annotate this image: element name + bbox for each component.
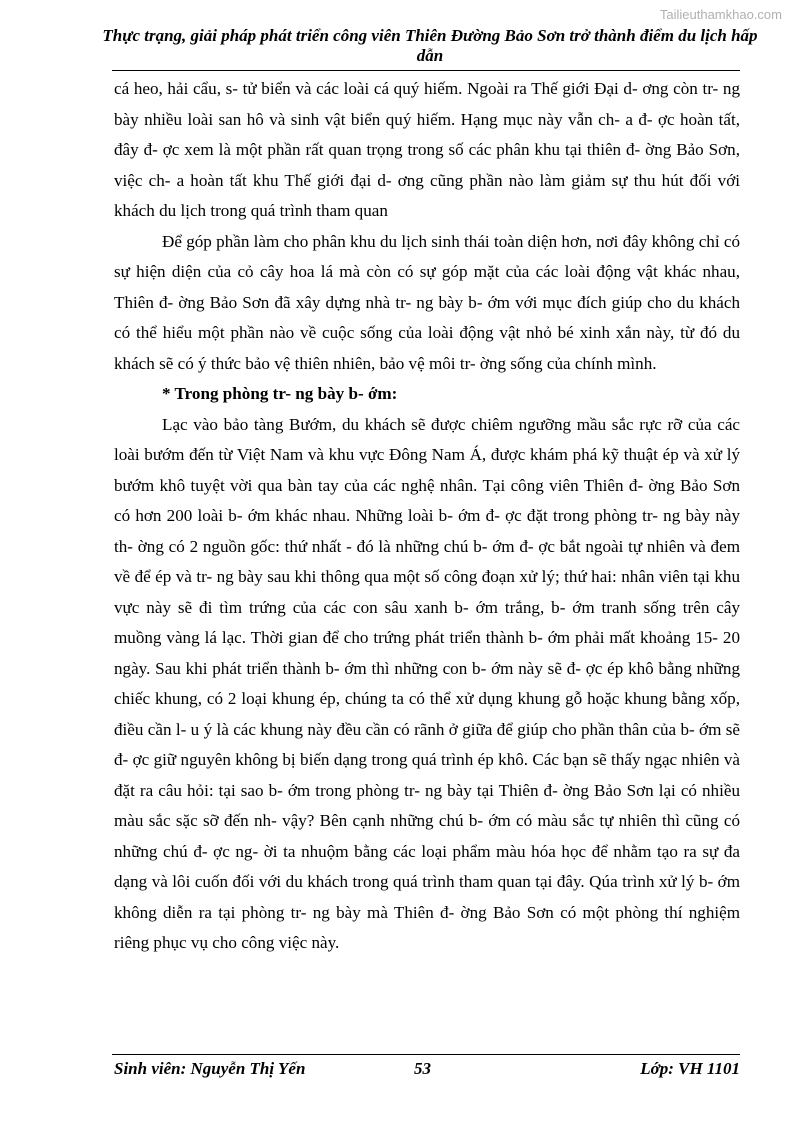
paragraph-2: Để góp phần làm cho phân khu du lịch sinh thái toàn diện hơn, nơi đây không chỉ có sự hiện diện của cỏ cây hoa lá mà còn có sự góp mặt của các loài động vật khác nhau, Thiên đ- ờng Bảo Sơn đã xây dựng nhà tr- ng bày b- ớm với mục đích giúp cho du khách có thể hiểu một phần nào về cuộc sống của loài động vật nhỏ bé xinh xắn này, từ đó du khách sẽ có ý thức bảo vệ thiên nhiên, bảo vệ môi tr- ờng sống của chính mình. [114, 231, 740, 373]
footer-class: Lớp: VH 1101 [640, 1059, 740, 1078]
paragraph-1: cá heo, hải cẩu, s- tử biển và các loài cá quý hiếm. Ngoài ra Thế giới Đại d- ơng còn tr- ng bày nhiều loài san hô và sinh vật biển quý hiếm. Hạng mục này vẫn ch- a đ- ợc hoàn tất, đây đ- ợc xem là một phần rất quan trọng trong số các phân khu tại thiên đ- ờng Bảo Sơn, việc ch- a hoàn tất khu Thế giới đại d- ơng cũng phần nào làm giảm sự thu hút đối với khách du lịch trong quá trình tham quan [114, 79, 740, 220]
footer-divider [112, 1054, 740, 1055]
header-divider [112, 70, 740, 71]
footer-student-name: Sinh viên: Nguyễn Thị Yến [114, 1059, 306, 1078]
section-heading: * Trong phòng tr- ng bày b- ớm: [162, 384, 398, 403]
footer-page-number: 53 [414, 1059, 431, 1078]
page-footer [114, 1059, 740, 1083]
page-header-title: Thực trạng, giải pháp phát triển công viên Thiên Đường Bảo Sơn trở thành điểm du lịch hấp dẫn [102, 26, 758, 65]
document-body [114, 74, 740, 959]
watermark: Tailieuthamkhao.com [659, 7, 782, 22]
paragraph-3: Lạc vào bảo tàng Bướm, du khách sẽ được chiêm ngưỡng mầu sắc rực rỡ của các loài bướm đến từ Việt Nam và khu vực Đông Nam Á, được khám phá kỹ thuật ép và xử lý bướm khô tuyệt vời qua bàn tay của các nghệ nhân. Tại công viên Thiên đ- ờng Bảo Sơn có hơn 200 loài b- ớm khác nhau. Những loài b- ớm đ- ợc đặt trong phòng tr- ng bày này th- ờng có 2 nguồn gốc: thứ nhất - đó là những chú b- ớm đ- ợc bắt ngoài tự nhiên và đem về để ép và tr- ng bày sau khi thông qua một số công đoạn xử lý; thứ hai: nhân viên tại khu vực này sẽ đi tìm trứng của các con sâu xanh b- ớm trắng, b- ớm tranh sống trên cây muồng vàng lá lạc. Thời gian để cho trứng phát triển thành b- ớm phải mất khoảng 15- 20 ngày. Sau khi phát triển thành b- ớm thì những con b- ớm này sẽ đ- ợc ép khô bằng những chiếc khung, có 2 loại khung ép, chúng ta có thể xử dụng khung gỗ hoặc khung bằng xốp, điều cần l- u ý là các khung này đều cần có rãnh ở giữa để giúp cho phần thân của b- ớm sẽ đ- ợc giữ nguyên không bị biến dạng trong quá trình ép khô. Các bạn sẽ thấy ngạc nhiên và đặt ra câu hỏi: tại sao b- ớm trong phòng tr- ng bày tại Thiên đ- ờng Bảo Sơn lại có nhiều màu sắc sặc sỡ đến nh- vậy? Bên cạnh những chú b- ớm có màu sắc tự nhiên thì cũng có những chú đ- ợc ng- ời ta nhuộm bằng các loại phẩm màu hóa học để nhằm tạo ra sự đa dạng và lôi cuốn đối với du khách trong quá trình tham quan tại đây. Qúa trình xử lý b- ớm không diễn ra tại phòng tr- ng bày mà Thiên đ- ờng Bảo Sơn có một phòng thí nghiệm riêng phục vụ cho công việc này. [114, 414, 740, 952]
